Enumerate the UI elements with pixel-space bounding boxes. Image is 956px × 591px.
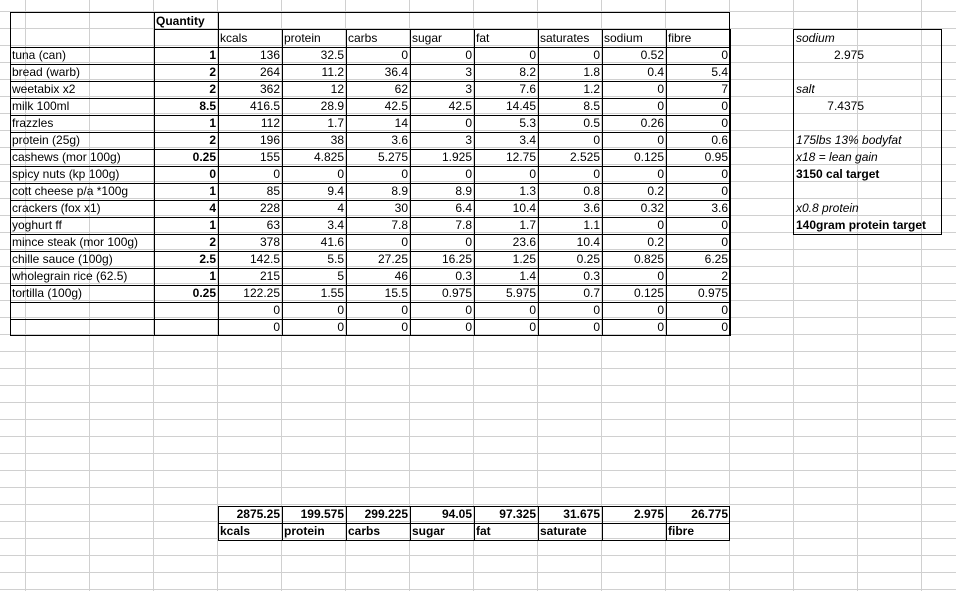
row-value-cell[interactable]: 0 (401, 167, 408, 181)
row-value-cell[interactable]: 0 (721, 48, 728, 62)
row-value-cell[interactable]: 0 (465, 320, 472, 334)
row-name-cell[interactable]: mince steak (mor 100g) (12, 235, 139, 249)
row-value-cell[interactable]: 378 (259, 235, 280, 249)
row-value-cell[interactable]: 0.32 (640, 201, 664, 215)
row-name-cell[interactable]: tuna (can) (12, 48, 67, 62)
row-value-cell[interactable]: 6.4 (455, 201, 472, 215)
row-value-cell[interactable]: 0 (529, 48, 536, 62)
column-header-3[interactable]: sugar (412, 31, 443, 45)
row-value-cell[interactable]: 7 (721, 82, 728, 96)
salt-label[interactable]: salt (796, 82, 815, 96)
row-value-cell[interactable]: 0.2 (647, 235, 664, 249)
row-value-cell[interactable]: 122.25 (243, 286, 280, 300)
row-quantity-cell[interactable]: 1 (209, 218, 216, 232)
row-value-cell[interactable]: 0 (593, 303, 600, 317)
row-value-cell[interactable]: 0 (465, 303, 472, 317)
row-value-cell[interactable]: 0 (721, 320, 728, 334)
row-value-cell[interactable]: 0 (657, 133, 664, 147)
row-value-cell[interactable]: 3 (465, 133, 472, 147)
row-value-cell[interactable]: 0.3 (583, 269, 600, 283)
row-value-cell[interactable]: 1.4 (519, 269, 536, 283)
row-value-cell[interactable]: 0.95 (704, 150, 728, 164)
row-value-cell[interactable]: 12 (330, 82, 344, 96)
total-value-6[interactable]: 2.975 (633, 507, 664, 521)
row-name-cell[interactable]: tortilla (100g) (12, 286, 83, 300)
row-value-cell[interactable]: 7.6 (519, 82, 536, 96)
row-value-cell[interactable]: 0.8 (583, 184, 600, 198)
row-value-cell[interactable]: 46 (394, 269, 408, 283)
row-quantity-cell[interactable]: 0.25 (192, 150, 216, 164)
row-value-cell[interactable]: 416.5 (249, 99, 280, 113)
row-name-cell[interactable]: frazzles (12, 116, 54, 130)
row-value-cell[interactable]: 0 (721, 167, 728, 181)
row-value-cell[interactable]: 215 (259, 269, 280, 283)
row-value-cell[interactable]: 0.6 (711, 133, 728, 147)
protein-target[interactable]: 140gram protein target (796, 218, 927, 232)
total-value-4[interactable]: 97.325 (499, 507, 536, 521)
total-value-2[interactable]: 299.225 (364, 507, 408, 521)
row-value-cell[interactable]: 0 (593, 320, 600, 334)
row-value-cell[interactable]: 0 (721, 218, 728, 232)
sodium-label[interactable]: sodium (796, 31, 835, 45)
row-value-cell[interactable]: 16.25 (441, 252, 472, 266)
row-quantity-cell[interactable] (154, 302, 218, 319)
total-label-3[interactable]: sugar (412, 524, 445, 538)
row-value-cell[interactable]: 0 (657, 167, 664, 181)
row-value-cell[interactable]: 136 (259, 48, 280, 62)
row-value-cell[interactable]: 1.3 (519, 184, 536, 198)
row-value-cell[interactable]: 1.25 (512, 252, 536, 266)
row-name-cell[interactable]: wholegrain rice (62.5) (12, 269, 128, 283)
column-header-0[interactable]: kcals (220, 31, 248, 45)
row-value-cell[interactable]: 3.4 (519, 133, 536, 147)
row-value-cell[interactable]: 0.825 (633, 252, 664, 266)
row-value-cell[interactable]: 1.925 (441, 150, 472, 164)
row-value-cell[interactable]: 62 (394, 82, 408, 96)
row-name-cell[interactable]: cashews (mor 100g) (12, 150, 121, 164)
row-value-cell[interactable]: 8.5 (583, 99, 600, 113)
row-value-cell[interactable]: 0 (721, 184, 728, 198)
row-value-cell[interactable]: 0 (657, 218, 664, 232)
row-value-cell[interactable]: 0 (721, 235, 728, 249)
total-value-0[interactable]: 2875.25 (236, 507, 280, 521)
row-name-cell[interactable]: crackers (fox x1) (12, 201, 101, 215)
row-value-cell[interactable]: 0.26 (640, 116, 664, 130)
row-value-cell[interactable]: 5.5 (327, 252, 344, 266)
row-name-cell[interactable] (10, 302, 154, 319)
row-value-cell[interactable]: 1.7 (327, 116, 344, 130)
total-label-7[interactable]: fibre (668, 524, 695, 538)
row-value-cell[interactable]: 42.5 (384, 99, 408, 113)
row-quantity-cell[interactable]: 1 (209, 48, 216, 62)
row-value-cell[interactable]: 0 (337, 320, 344, 334)
protein-note[interactable]: x0.8 protein (796, 201, 859, 215)
row-value-cell[interactable]: 0 (593, 48, 600, 62)
row-value-cell[interactable]: 10.4 (576, 235, 600, 249)
row-value-cell[interactable]: 9.4 (327, 184, 344, 198)
row-value-cell[interactable]: 0 (465, 167, 472, 181)
row-value-cell[interactable]: 0 (401, 48, 408, 62)
row-value-cell[interactable]: 1.1 (583, 218, 600, 232)
row-quantity-cell[interactable]: 1 (209, 116, 216, 130)
row-quantity-cell[interactable]: 2 (209, 133, 216, 147)
total-value-5[interactable]: 31.675 (563, 507, 600, 521)
row-value-cell[interactable]: 3.6 (711, 201, 728, 215)
total-value-3[interactable]: 94.05 (441, 507, 472, 521)
column-header-1[interactable]: protein (284, 31, 321, 45)
column-header-7[interactable]: fibre (668, 31, 692, 45)
row-name-cell[interactable]: spicy nuts (kp 100g) (12, 167, 120, 181)
row-value-cell[interactable]: 0.4 (647, 65, 664, 79)
total-label-6[interactable] (602, 523, 666, 540)
row-value-cell[interactable]: 0 (593, 133, 600, 147)
row-value-cell[interactable]: 1.55 (320, 286, 344, 300)
row-value-cell[interactable]: 0 (337, 167, 344, 181)
row-value-cell[interactable]: 32.5 (320, 48, 344, 62)
row-value-cell[interactable]: 28.9 (320, 99, 344, 113)
row-quantity-cell[interactable] (154, 319, 218, 336)
row-value-cell[interactable]: 27.25 (377, 252, 408, 266)
row-value-cell[interactable]: 0.2 (647, 184, 664, 198)
row-value-cell[interactable]: 0 (273, 303, 280, 317)
row-value-cell[interactable]: 36.4 (384, 65, 408, 79)
row-name-cell[interactable] (10, 319, 154, 336)
total-label-1[interactable]: protein (284, 524, 325, 538)
row-value-cell[interactable]: 85 (266, 184, 280, 198)
row-value-cell[interactable]: 1.8 (583, 65, 600, 79)
row-quantity-cell[interactable]: 4 (209, 201, 216, 215)
row-value-cell[interactable]: 12.75 (505, 150, 536, 164)
row-value-cell[interactable]: 0 (401, 235, 408, 249)
row-quantity-cell[interactable]: 2 (209, 82, 216, 96)
row-value-cell[interactable]: 0.52 (640, 48, 664, 62)
total-label-4[interactable]: fat (476, 524, 491, 538)
row-value-cell[interactable]: 0.25 (576, 252, 600, 266)
row-name-cell[interactable]: cott cheese p/a *100g (12, 184, 129, 198)
row-value-cell[interactable]: 1.7 (519, 218, 536, 232)
row-value-cell[interactable]: 0 (273, 167, 280, 181)
row-value-cell[interactable]: 15.5 (384, 286, 408, 300)
row-value-cell[interactable]: 155 (259, 150, 280, 164)
row-quantity-cell[interactable]: 2 (209, 235, 216, 249)
row-value-cell[interactable]: 8.9 (455, 184, 472, 198)
row-value-cell[interactable]: 3 (465, 82, 472, 96)
row-value-cell[interactable]: 38 (330, 133, 344, 147)
total-value-1[interactable]: 199.575 (300, 507, 344, 521)
total-label-0[interactable]: kcals (220, 524, 251, 538)
row-value-cell[interactable]: 0 (721, 99, 728, 113)
row-value-cell[interactable]: 42.5 (448, 99, 472, 113)
row-value-cell[interactable]: 0 (465, 235, 472, 249)
row-value-cell[interactable]: 0.975 (697, 286, 728, 300)
row-value-cell[interactable]: 7.8 (391, 218, 408, 232)
row-value-cell[interactable]: 0 (657, 320, 664, 334)
row-value-cell[interactable]: 0 (593, 167, 600, 181)
row-value-cell[interactable]: 0 (401, 320, 408, 334)
row-value-cell[interactable]: 0.975 (441, 286, 472, 300)
row-value-cell[interactable]: 2.525 (569, 150, 600, 164)
row-value-cell[interactable]: 5.3 (519, 116, 536, 130)
row-value-cell[interactable]: 228 (259, 201, 280, 215)
row-name-cell[interactable]: protein (25g) (12, 133, 81, 147)
row-value-cell[interactable]: 5.275 (377, 150, 408, 164)
row-value-cell[interactable]: 6.25 (704, 252, 728, 266)
row-value-cell[interactable]: 0.7 (583, 286, 600, 300)
row-value-cell[interactable]: 0 (657, 99, 664, 113)
row-value-cell[interactable]: 14.45 (505, 99, 536, 113)
row-value-cell[interactable]: 264 (259, 65, 280, 79)
row-value-cell[interactable]: 41.6 (320, 235, 344, 249)
row-value-cell[interactable]: 112 (260, 116, 280, 130)
calorie-target[interactable]: 3150 cal target (796, 167, 880, 181)
row-value-cell[interactable]: 0 (465, 116, 472, 130)
total-label-5[interactable]: saturate (540, 524, 587, 538)
row-value-cell[interactable]: 0 (529, 167, 536, 181)
row-value-cell[interactable]: 362 (259, 82, 280, 96)
row-quantity-cell[interactable]: 0 (209, 167, 216, 181)
row-name-cell[interactable]: weetabix x2 (12, 82, 76, 96)
column-header-5[interactable]: saturates (540, 31, 590, 45)
row-value-cell[interactable]: 14 (394, 116, 408, 130)
row-value-cell[interactable]: 0 (721, 116, 728, 130)
row-value-cell[interactable]: 5.975 (505, 286, 536, 300)
row-value-cell[interactable]: 7.8 (455, 218, 472, 232)
total-value-7[interactable]: 26.775 (691, 507, 728, 521)
row-value-cell[interactable]: 0 (721, 303, 728, 317)
bodyfat-note[interactable]: 175lbs 13% bodyfat (796, 133, 902, 147)
row-name-cell[interactable]: yoghurt ff (12, 218, 62, 232)
row-value-cell[interactable]: 0 (657, 269, 664, 283)
sodium-value[interactable]: 2.975 (833, 48, 864, 62)
row-value-cell[interactable]: 142.5 (249, 252, 280, 266)
row-quantity-cell[interactable]: 0.25 (192, 286, 216, 300)
row-value-cell[interactable]: 3.4 (327, 218, 344, 232)
row-value-cell[interactable]: 0 (529, 303, 536, 317)
row-value-cell[interactable]: 0 (401, 303, 408, 317)
row-value-cell[interactable]: 0.125 (633, 150, 664, 164)
row-value-cell[interactable]: 8.2 (519, 65, 536, 79)
row-quantity-cell[interactable]: 2 (209, 65, 216, 79)
row-quantity-cell[interactable]: 1 (209, 184, 216, 198)
row-quantity-cell[interactable]: 8.5 (199, 99, 216, 113)
row-value-cell[interactable]: 0 (273, 320, 280, 334)
row-name-cell[interactable]: bread (warb) (12, 65, 81, 79)
quantity-header[interactable]: Quantity (156, 14, 205, 28)
column-header-4[interactable]: fat (476, 31, 490, 45)
column-header-2[interactable]: carbs (348, 31, 378, 45)
row-value-cell[interactable]: 4 (337, 201, 344, 215)
row-name-cell[interactable]: chille sauce (100g) (12, 252, 113, 266)
row-value-cell[interactable]: 0 (657, 303, 664, 317)
row-value-cell[interactable]: 196 (259, 133, 280, 147)
row-value-cell[interactable]: 0.5 (583, 116, 600, 130)
row-value-cell[interactable]: 5.4 (711, 65, 728, 79)
row-value-cell[interactable]: 30 (394, 201, 408, 215)
row-value-cell[interactable]: 0.3 (455, 269, 472, 283)
lean-gain-note[interactable]: x18 = lean gain (796, 150, 878, 164)
row-value-cell[interactable]: 0 (337, 303, 344, 317)
row-value-cell[interactable]: 1.2 (583, 82, 600, 96)
row-value-cell[interactable]: 11.2 (321, 65, 344, 79)
row-value-cell[interactable]: 0 (657, 82, 664, 96)
row-value-cell[interactable]: 4.825 (313, 150, 344, 164)
row-value-cell[interactable]: 3.6 (391, 133, 408, 147)
row-value-cell[interactable]: 3.6 (583, 201, 600, 215)
row-value-cell[interactable]: 0.125 (633, 286, 664, 300)
row-quantity-cell[interactable]: 2.5 (199, 252, 216, 266)
row-name-cell[interactable]: milk 100ml (12, 99, 70, 113)
row-value-cell[interactable]: 63 (266, 218, 280, 232)
row-quantity-cell[interactable]: 1 (209, 269, 216, 283)
row-value-cell[interactable]: 5 (337, 269, 344, 283)
row-value-cell[interactable]: 0 (465, 48, 472, 62)
row-value-cell[interactable]: 8.9 (391, 184, 408, 198)
row-value-cell[interactable]: 3 (465, 65, 472, 79)
row-value-cell[interactable]: 0 (529, 320, 536, 334)
row-value-cell[interactable]: 10.4 (512, 201, 536, 215)
total-label-2[interactable]: carbs (348, 524, 381, 538)
row-value-cell[interactable]: 23.6 (512, 235, 536, 249)
row-value-cell[interactable]: 2 (721, 269, 728, 283)
column-header-6[interactable]: sodium (604, 31, 643, 45)
salt-value[interactable]: 7.4375 (827, 99, 864, 113)
